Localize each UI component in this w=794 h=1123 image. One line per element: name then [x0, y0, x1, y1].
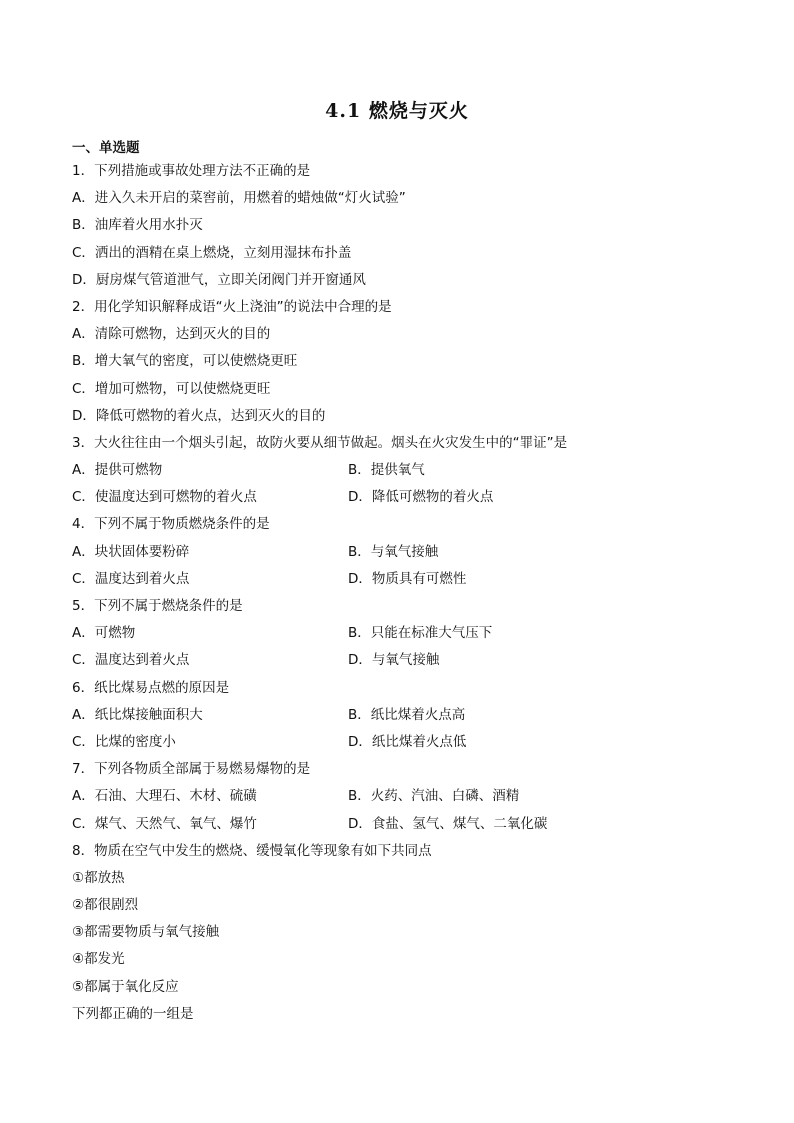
- question-2-stem: 2．用化学知识解释成语“火上浇油”的说法中合理的是: [72, 298, 392, 315]
- question-1-option-a: A．进入久未开启的菜窖前，用燃着的蜡烛做“灯火试验”: [72, 190, 406, 207]
- question-4-options-row-1: [72, 539, 732, 566]
- question-7-option-b: B．火药、汽油、白磷、酒精: [348, 788, 520, 805]
- question-7-option-c: C．煤气、天然气、氧气、爆竹: [72, 815, 257, 832]
- section-heading: 一、单选题: [72, 140, 140, 156]
- question-3-options-row-1: [72, 457, 732, 484]
- question-7-option-a: A．石油、大理石、木材、硫磺: [72, 788, 257, 805]
- question-3-option-a: A．提供可燃物: [72, 462, 163, 479]
- question-4-options-row-2: [72, 566, 732, 593]
- question-8-statement-5: ⑤都属于氧化反应: [72, 978, 179, 995]
- question-6-options-row-2: [72, 729, 732, 756]
- question-3-option-c: C．使温度达到可燃物的着火点: [72, 489, 257, 506]
- question-8-statement-2: ②都很剧烈: [72, 897, 139, 914]
- question-6-options-row-1: [72, 702, 732, 729]
- question-list: [72, 158, 732, 1028]
- question-6-option-c: C．比煤的密度小: [72, 733, 176, 750]
- question-5-options-row-2: [72, 647, 732, 674]
- question-3-options-row-2: [72, 484, 732, 511]
- question-4-option-d: D．物质具有可燃性: [348, 570, 467, 587]
- question-2-option-a: A．清除可燃物，达到灭火的目的: [72, 326, 271, 343]
- question-7-option-d: D．食盐、氢气、煤气、二氧化碳: [348, 815, 548, 832]
- question-7-options-row-2: [72, 811, 732, 838]
- question-1-option-c: C．洒出的酒精在桌上燃烧，立刻用湿抹布扑盖: [72, 244, 352, 261]
- question-7-stem: 7．下列各物质全部属于易燃易爆物的是: [72, 761, 311, 778]
- question-3-option-b: B．提供氧气: [348, 462, 425, 479]
- question-8-statement-4: ④都发光: [72, 951, 125, 968]
- question-3-stem: 3．大火往往由一个烟头引起，故防火要从细节做起。烟头在火灾发生中的“罪证”是: [72, 434, 568, 451]
- question-5-option-a: A．可燃物: [72, 625, 136, 642]
- question-6-stem: 6．纸比煤易点燃的原因是: [72, 679, 230, 696]
- question-2-option-b: B．增大氧气的密度，可以使燃烧更旺: [72, 353, 298, 370]
- question-3-option-d: D．降低可燃物的着火点: [348, 489, 494, 506]
- question-4-stem: 4．下列不属于物质燃烧条件的是: [72, 516, 270, 533]
- question-8-prompt: 下列都正确的一组是: [72, 1005, 194, 1022]
- question-8-statement-3: ③都需要物质与氧气接触: [72, 924, 220, 941]
- question-1-option-b: B．油库着火用水扑灭: [72, 217, 203, 234]
- question-1-stem: 1．下列措施或事故处理方法不正确的是: [72, 163, 311, 179]
- question-1-option-d: D．厨房煤气管道泄气，立即关闭阀门并开窗通风: [72, 271, 366, 288]
- question-8-stem: 8．物质在空气中发生的燃烧、缓慢氧化等现象有如下共同点: [72, 842, 432, 859]
- question-5-option-c: C．温度达到着火点: [72, 652, 190, 669]
- question-6-option-d: D．纸比煤着火点低: [348, 733, 467, 750]
- question-4-option-b: B．与氧气接触: [348, 543, 439, 560]
- question-8-statement-1: ①都放热: [72, 869, 125, 886]
- question-6-option-a: A．纸比煤接触面积大: [72, 706, 203, 723]
- question-6-option-b: B．纸比煤着火点高: [348, 706, 466, 723]
- question-5-stem: 5．下列不属于燃烧条件的是: [72, 598, 243, 614]
- question-2-option-c: C．增加可燃物，可以使燃烧更旺: [72, 380, 271, 397]
- question-5-option-b: B．只能在标准大气压下: [348, 625, 493, 642]
- question-5-option-d: D．与氧气接触: [348, 652, 440, 669]
- question-2-option-d: D．降低可燃物的着火点，达到灭火的目的: [72, 407, 326, 424]
- question-4-option-c: C．温度达到着火点: [72, 570, 190, 587]
- page-title: 4.1 燃烧与灭火: [325, 100, 469, 122]
- question-5-options-row-1: [72, 620, 732, 647]
- question-7-options-row-1: [72, 783, 732, 810]
- question-4-option-a: A．块状固体要粉碎: [72, 543, 190, 560]
